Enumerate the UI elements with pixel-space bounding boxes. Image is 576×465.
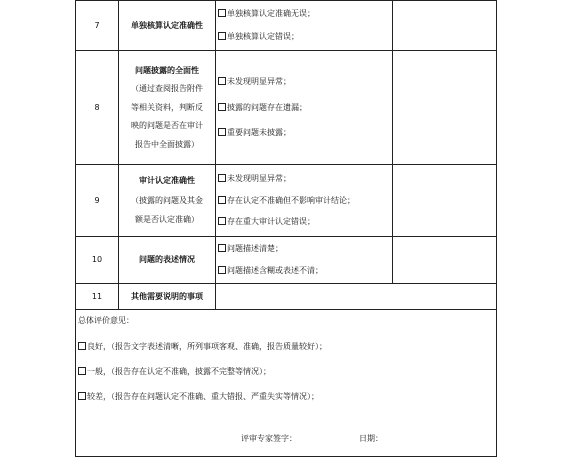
options-cell xyxy=(216,165,393,237)
summary-cell xyxy=(76,310,497,457)
evaluation-table xyxy=(75,0,497,457)
item-title: 审计认定准确性 xyxy=(139,176,195,186)
option-line xyxy=(216,77,392,87)
checkbox[interactable] xyxy=(218,244,226,252)
option-text: 良好，（报告文字表述清晰，所列事项客观、准确，报告质量较好）； xyxy=(87,342,327,351)
option-line xyxy=(216,9,392,19)
signature-label: 评审专家签字： xyxy=(241,434,297,443)
option-text: 存在认定不准确但不影响审计结论； xyxy=(227,195,355,205)
option-line xyxy=(216,266,392,276)
options-cell xyxy=(216,51,393,165)
option-text: 问题描述清楚； xyxy=(227,244,283,254)
item-desc-line: 等相关资料，判断反 xyxy=(131,102,203,112)
summary-option xyxy=(78,392,319,402)
summary-row xyxy=(76,310,497,457)
item-desc-line: （披露的问题及其金 xyxy=(131,195,203,205)
option-text: 披露的问题存在遗漏； xyxy=(227,102,307,112)
option-text: 单独核算认定错误； xyxy=(227,32,299,41)
item-title: 问题的表述情况 xyxy=(139,255,195,265)
checkbox[interactable] xyxy=(218,196,226,204)
options-cell xyxy=(216,237,393,284)
checkbox[interactable] xyxy=(78,367,86,375)
checkbox[interactable] xyxy=(218,217,226,225)
item-desc-line: 映的问题是否在审计 xyxy=(131,121,203,131)
option-line xyxy=(216,128,392,138)
date-label: 日期： xyxy=(359,434,383,443)
checkbox[interactable] xyxy=(78,392,86,400)
checkbox[interactable] xyxy=(218,174,226,182)
option-text: 问题描述含糊或表述不清； xyxy=(227,266,323,275)
item-cell xyxy=(119,1,216,51)
item-cell xyxy=(119,237,216,284)
checkbox[interactable] xyxy=(218,77,226,85)
option-line xyxy=(216,32,392,42)
table-row xyxy=(76,237,497,284)
option-line xyxy=(216,103,392,113)
remarks-cell[interactable] xyxy=(393,1,497,51)
item-cell xyxy=(119,284,216,310)
row-number: 10 xyxy=(76,237,119,284)
option-line xyxy=(216,217,392,227)
other-matters-cell[interactable] xyxy=(216,284,497,310)
table-row xyxy=(76,51,497,165)
item-title: 单独核算认定准确性 xyxy=(131,20,203,30)
options-cell xyxy=(216,1,393,51)
option-line xyxy=(216,196,392,206)
option-text: 未发现明显异常； xyxy=(227,77,291,87)
option-text: 未发现明显异常； xyxy=(227,174,291,184)
checkbox[interactable] xyxy=(218,128,226,136)
summary-title: 总体评价意见： xyxy=(78,316,134,325)
option-text: 存在重大审计认定错误； xyxy=(227,217,315,227)
remarks-cell[interactable] xyxy=(393,237,497,284)
row-number: 11 xyxy=(76,284,119,310)
option-line xyxy=(216,174,392,184)
checkbox[interactable] xyxy=(218,103,226,111)
option-line xyxy=(216,244,392,254)
checkbox[interactable] xyxy=(218,9,226,17)
option-text: 一般，（报告存在认定不准确，披露不完整等情况）； xyxy=(87,367,271,376)
row-number: 9 xyxy=(76,165,119,237)
option-text: 单独核算认定准确无误； xyxy=(227,9,315,19)
remarks-cell[interactable] xyxy=(393,165,497,237)
item-desc-line: 报告中全面披露） xyxy=(135,139,199,149)
checkbox[interactable] xyxy=(78,342,86,350)
option-text: 重要问题未披露； xyxy=(227,128,291,138)
checkbox[interactable] xyxy=(218,32,226,40)
summary-option xyxy=(78,342,327,352)
table-row xyxy=(76,1,497,51)
item-cell xyxy=(119,51,216,165)
row-number: 8 xyxy=(76,51,119,165)
summary-option xyxy=(78,367,271,377)
item-title: 其他需要说明的事项 xyxy=(131,291,203,301)
table-row xyxy=(76,165,497,237)
remarks-cell[interactable] xyxy=(393,51,497,165)
checkbox[interactable] xyxy=(218,266,226,274)
option-text: 较差，（报告存在问题认定不准确、重大错报、严重失实等情况）； xyxy=(87,392,319,401)
item-desc-line: （通过查阅报告附件 xyxy=(131,84,203,94)
item-title: 问题披露的全面性 xyxy=(135,65,199,75)
item-cell xyxy=(119,165,216,237)
table-row xyxy=(76,284,497,310)
row-number: 7 xyxy=(76,1,119,51)
item-desc-line: 额是否认定准确） xyxy=(135,215,199,225)
